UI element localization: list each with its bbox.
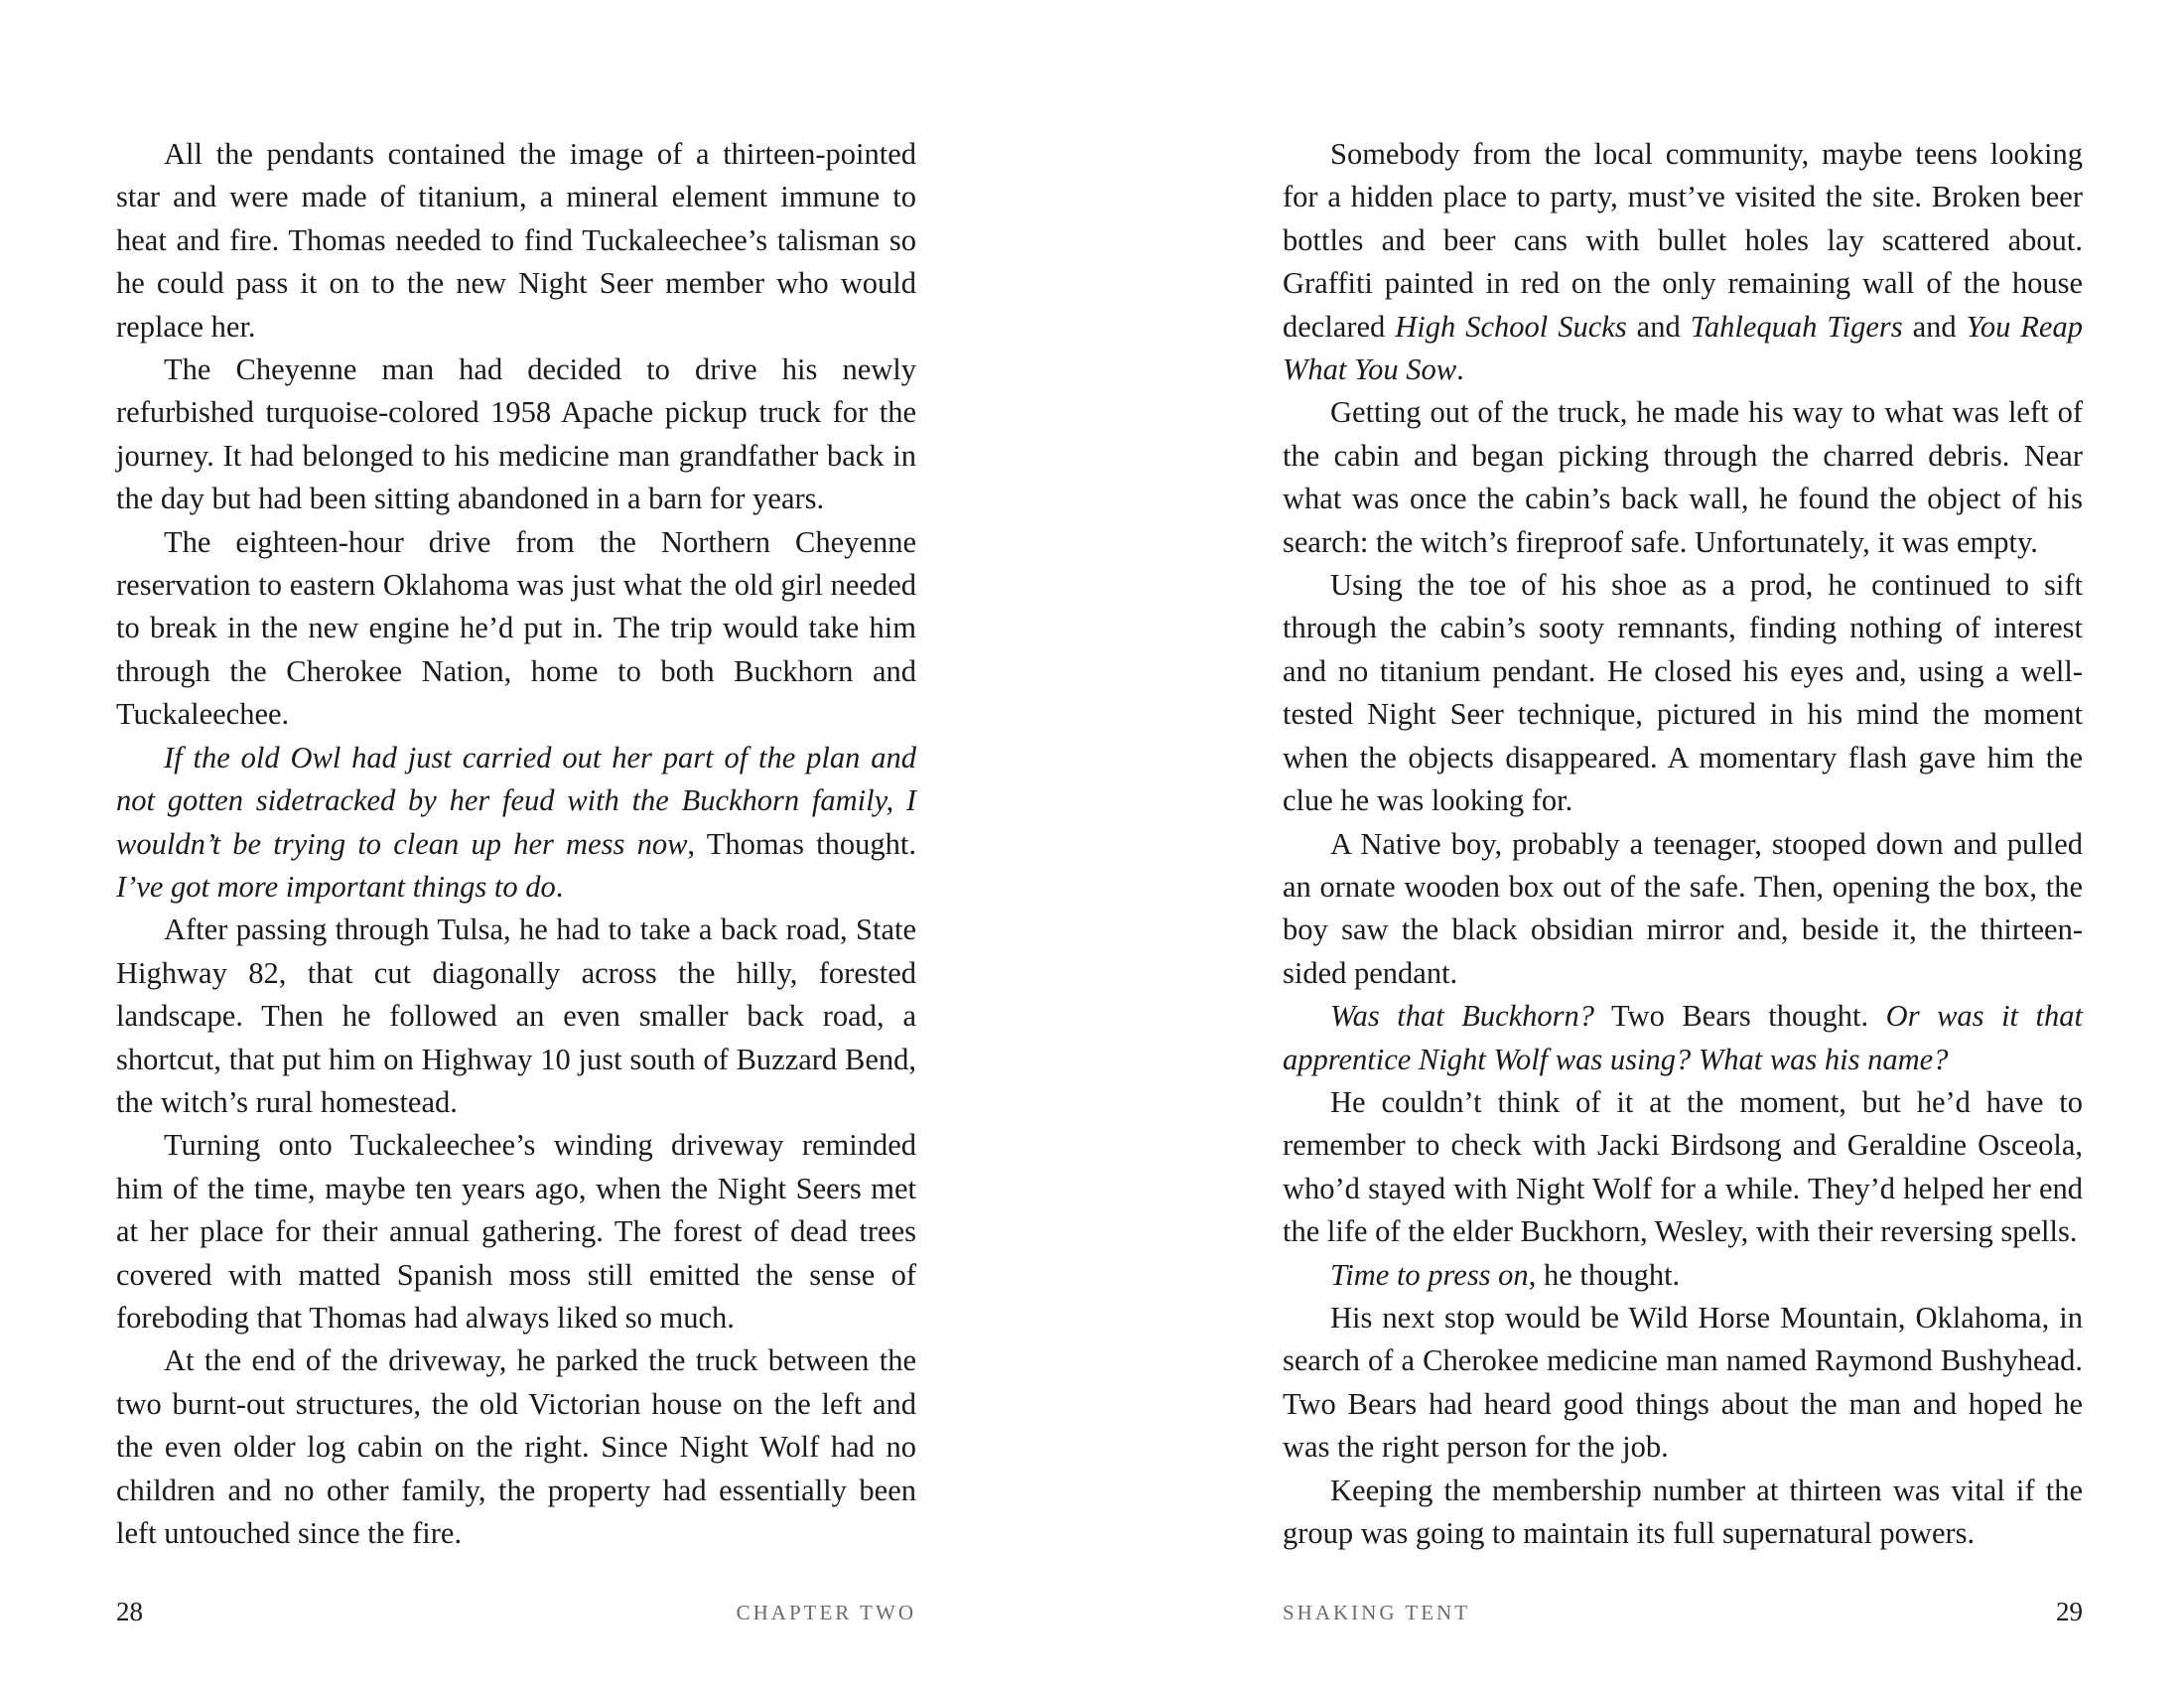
text-run: At the end of the driveway, he parked the truck between the two burnt-out structures, the old Victorian house on the left and the even older log cabin on the right. Since Night Wolf had no children and no other family, the property had essentially been left untouched since the fire. bbox=[116, 1343, 916, 1550]
paragraph bbox=[116, 133, 916, 349]
text-run: . bbox=[555, 869, 564, 904]
page-number: 28 bbox=[116, 1597, 143, 1626]
running-head-book-title: SHAKING TENT bbox=[1283, 1601, 1471, 1624]
italic-text: Time to press on bbox=[1330, 1257, 1529, 1292]
paragraph bbox=[1283, 1297, 2083, 1470]
paragraph bbox=[116, 349, 916, 521]
left-page-body bbox=[116, 133, 916, 1555]
paragraph bbox=[116, 909, 916, 1124]
text-run: Two Bears thought. bbox=[1594, 999, 1886, 1034]
paragraph bbox=[1283, 133, 2083, 391]
running-head-chapter: CHAPTER TWO bbox=[736, 1601, 916, 1624]
text-run: . bbox=[1456, 352, 1464, 387]
text-run: He couldn’t think of it at the moment, but he’d have to remember to check with Jacki Birdsong and Geraldine Osceola, who’d stayed with Night Wolf for a while. They’d helped her end the life of the elder Buckhorn, Wesley, with their reversing spells. bbox=[1283, 1084, 2083, 1249]
text-run: Somebody from the local community, maybe teens looking for a hidden place to party, must’ve visited the site. Broken beer bottles and beer cans with bullet holes lay scattered about. Graffiti painted in red on the only remaining wall of the house declared bbox=[1283, 137, 2083, 344]
text-run: All the pendants contained the image of a thirteen-pointed star and were made of titanium, a mineral element immune to heat and fire. Thomas needed to find Tuckaleechee’s talisman so he could pass it on to the new Night Seer member who would replace her. bbox=[116, 137, 916, 344]
text-run: , Thomas thought. bbox=[687, 826, 916, 861]
text-run: The Cheyenne man had decided to drive his newly refurbished turquoise-colored 1958 Apache pickup truck for the journey. It had belonged to his medicine man grandfather back in the day but had been sitting abandoned in a barn for years. bbox=[116, 352, 916, 516]
italic-text: You Reap What You Sow bbox=[1283, 309, 2083, 387]
text-run: Keeping the membership number at thirteen was vital if the group was going to maintain its full supernatural powers. bbox=[1283, 1473, 2083, 1550]
italic-text: High School Sucks bbox=[1395, 309, 1627, 344]
page-number: 29 bbox=[2056, 1597, 2083, 1626]
text-run: After passing through Tulsa, he had to take a back road, State Highway 82, that cut diagonally across the hilly, forested landscape. Then he followed an even smaller back road, a shortcut, that put him on Highway 10 just south of Buzzard Bend, the witch’s rural homestead. bbox=[116, 913, 916, 1119]
text-run: Getting out of the truck, he made his way to what was left of the cabin and began picking through the charred debris. Near what was once the cabin’s back wall, he found the object of his search: the witch’s fireproof safe. Unfortunately, it was empty. bbox=[1283, 395, 2083, 559]
italic-text: Tahlequah Tigers bbox=[1690, 309, 1903, 344]
text-run: A Native boy, probably a teenager, stooped down and pulled an ornate wooden box out of the safe. Then, opening the box, the boy saw the black obsidian mirror and, beside it, the thirteen-sided pendant. bbox=[1283, 826, 2083, 990]
text-run: and bbox=[1902, 309, 1967, 344]
paragraph bbox=[1283, 391, 2083, 564]
right-page-body bbox=[1283, 133, 2083, 1555]
paragraph bbox=[1283, 1470, 2083, 1556]
paragraph bbox=[1283, 1081, 2083, 1254]
paragraph bbox=[1283, 564, 2083, 822]
italic-text: Was that Buckhorn? bbox=[1330, 999, 1595, 1034]
paragraph bbox=[116, 1339, 916, 1555]
text-run: Using the toe of his shoe as a prod, he continued to sift through the cabin’s sooty remnants, finding nothing of interest and no titanium pendant. He closed his eyes and, using a well-tested Night Seer technique, pictured in his mind the moment when the objects disappeared. A momentary flash gave him the clue he was looking for. bbox=[1283, 568, 2083, 818]
text-run: The eighteen-hour drive from the Northern Cheyenne reservation to eastern Oklahoma was just what the old girl needed to break in the new engine he’d put in. The trip would take him through the Cherokee Nation, home to both Buckhorn and Tuckaleechee. bbox=[116, 524, 916, 732]
paragraph bbox=[116, 1124, 916, 1339]
paragraph bbox=[1283, 995, 2083, 1081]
italic-text: I’ve got more important things to do bbox=[116, 869, 556, 904]
italic-text: If the old Owl had just carried out her part of the plan and not gotten sidetracked by her feud with the Buckhorn family, I wouldn’t be trying to clean up her mess now bbox=[116, 740, 916, 861]
paragraph bbox=[1283, 1254, 2083, 1297]
text-run: , he thought. bbox=[1528, 1257, 1681, 1292]
text-run: and bbox=[1626, 309, 1691, 344]
italic-text: Or was it that apprentice Night Wolf was using? What was his name? bbox=[1283, 999, 2084, 1076]
paragraph bbox=[116, 521, 916, 737]
right-page bbox=[1092, 0, 2184, 1688]
paragraph bbox=[116, 737, 916, 910]
paragraph bbox=[1283, 823, 2083, 996]
text-run: Turning onto Tuckaleechee’s winding driveway reminded him of the time, maybe ten years ago, when the Night Seers met at her place for their annual gathering. The forest of dead trees covered with matted Spanish moss still emitted the sense of foreboding that Thomas had always liked so much. bbox=[116, 1128, 916, 1335]
text-run: His next stop would be Wild Horse Mountain, Oklahoma, in search of a Cherokee medicine man named Raymond Bushyhead. Two Bears had heard good things about the man and hoped he was the right person for the job. bbox=[1283, 1300, 2083, 1465]
